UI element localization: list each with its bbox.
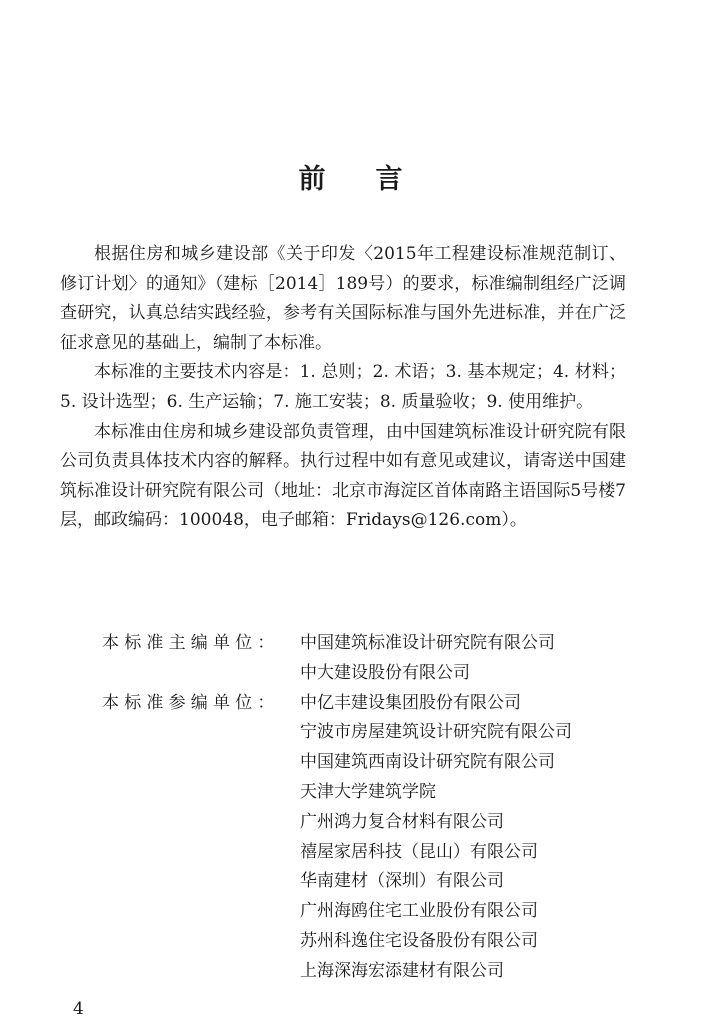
chief-unit-item: 中国建筑标准设计研究院有限公司: [300, 633, 555, 653]
participating-unit-item: 天津大学建筑学院: [300, 781, 436, 802]
page-title-first-char: 前: [298, 164, 326, 195]
participating-unit-item: 广州鸿力复合材料有限公司: [300, 811, 504, 832]
paragraph-management: 本标准由住房和城乡建设部负责管理，由中国建筑标准设计研究院有限公司负责具体技术内容的解释。执行过程中如有意见或建议，请寄送中国建筑标准设计研究院有限公司（地址：北京市海淀区首体南路主语国际5号楼7层，邮政编码：100048，电子邮箱：Fridays@126.com）。: [60, 421, 626, 531]
chief-units-row: [60, 629, 660, 689]
participating-unit-item: 苏州科逸住宅设备股份有限公司: [300, 930, 538, 951]
chief-unit-item: 中大建设股份有限公司: [300, 662, 470, 683]
page-title-second-char: 言: [375, 164, 403, 195]
paragraph-main-content: 本标准的主要技术内容是：1. 总则；2. 术语；3. 基本规定；4. 材料；5. 设计选型；6. 生产运输；7. 施工安装；8. 质量验收；9. 使用维护。: [60, 362, 626, 412]
participating-unit-item: 禧屋家居科技（昆山）有限公司: [300, 841, 538, 862]
participating-unit-item: 中国建筑西南设计研究院有限公司: [300, 752, 555, 773]
participating-unit-item: 中亿丰建设集团股份有限公司: [300, 692, 521, 713]
participating-unit-item: 宁波市房屋建筑设计研究院有限公司: [300, 722, 572, 743]
units-section: [60, 629, 660, 987]
paragraph-background: 根据住房和城乡建设部《关于印发〈2015年工程建设标准规范制订、修订计划〉的通知》（建标［2014］189号）的要求，标准编制组经广泛调查研究，认真总结实践经验，参考有关国际标准与国外先进标准，并在广泛征求意见的基础上，编制了本标准。: [60, 244, 626, 353]
participating-unit-item: 上海深海宏添建材有限公司: [300, 960, 504, 981]
chief-units-list: [300, 629, 555, 689]
participating-unit-item: 广州海鸥住宅工业股份有限公司: [300, 901, 538, 922]
participating-unit-item: 华南建材（深圳）有限公司: [300, 871, 504, 892]
chief-units-label: 本标准主编单位：: [102, 633, 280, 653]
page-title: [0, 162, 701, 198]
participating-units-label: 本标准参编单位：: [102, 692, 280, 713]
participating-units-row: [60, 689, 660, 987]
page-number: 4: [73, 999, 84, 1019]
participating-units-list: [300, 689, 572, 987]
preface-body: [60, 240, 626, 536]
